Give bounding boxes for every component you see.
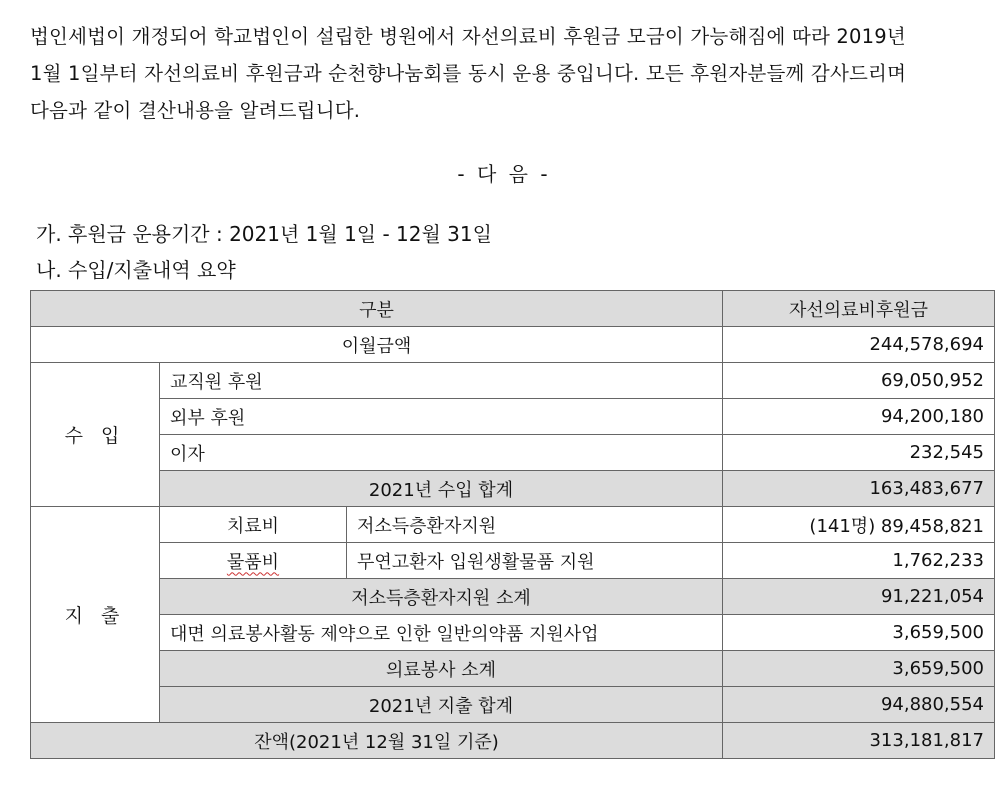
expense-type-text: 물품비 (226, 551, 280, 573)
income-total-label: 2021년 수입 합계 (160, 471, 723, 507)
volunteer-label-text: 대면 의료봉사활동 제약으로 인한 일반의약품 지원사업 (170, 623, 599, 645)
expense-value: (141명) 89,458,821 (723, 507, 995, 543)
summary-title: 나. 수입/지출내역 요약 (36, 258, 236, 282)
intro-line-3: 다음과 같이 결산내용을 알려드립니다. (30, 99, 361, 122)
income-value: 232,545 (723, 435, 995, 471)
section-heading: - 다 음 - (457, 162, 551, 186)
expense-type (160, 543, 347, 579)
expense-supplies-row (31, 543, 995, 579)
expense-treatment-row (31, 507, 995, 543)
income-value: 94,200,180 (723, 399, 995, 435)
carryover-label: 이월금액 (31, 327, 723, 363)
operation-period: 가. 후원금 운용기간 : 2021년 1월 1일 - 12월 31일 (36, 222, 492, 246)
carryover-value: 244,578,694 (723, 327, 995, 363)
volunteer-subtotal-label: 의료봉사 소계 (160, 651, 723, 687)
expense-total-value: 94,880,554 (723, 687, 995, 723)
expense-category: 지 출 (31, 507, 160, 723)
balance-row (31, 723, 995, 759)
income-total-row (31, 471, 995, 507)
income-expense-table (30, 290, 995, 759)
expense-detail: 저소득층환자지원 (347, 507, 723, 543)
intro-line-1: 법인세법이 개정되어 학교법인이 설립한 병원에서 자선의료비 후원금 모금이 가능해짐에 따라 2019년 (30, 25, 906, 48)
volunteer-subtotal-row (31, 651, 995, 687)
income-row (31, 363, 995, 399)
header-category: 구분 (31, 291, 723, 327)
income-label: 외부 후원 (160, 399, 723, 435)
income-row (31, 399, 995, 435)
lowincome-subtotal-value: 91,221,054 (723, 579, 995, 615)
expense-value: 1,762,233 (723, 543, 995, 579)
lowincome-subtotal-row (31, 579, 995, 615)
expense-detail: 무연고환자 입원생활물품 지원 (347, 543, 723, 579)
intro-line-2: 1월 1일부터 자선의료비 후원금과 순천향나눔회를 동시 운용 중입니다. 모든 후원자분들께 감사드리며 (30, 62, 907, 85)
income-row (31, 435, 995, 471)
lowincome-subtotal-label: 저소득층환자지원 소계 (160, 579, 723, 615)
intro-paragraph (30, 18, 990, 129)
carryover-row (31, 327, 995, 363)
expense-type: 치료비 (160, 507, 347, 543)
volunteer-row (31, 615, 995, 651)
volunteer-subtotal-value: 3,659,500 (723, 651, 995, 687)
balance-value: 313,181,817 (723, 723, 995, 759)
expense-total-row (31, 687, 995, 723)
income-total-value: 163,483,677 (723, 471, 995, 507)
volunteer-label (160, 615, 723, 651)
income-value: 69,050,952 (723, 363, 995, 399)
income-label: 이자 (160, 435, 723, 471)
balance-label: 잔액(2021년 12월 31일 기준) (31, 723, 723, 759)
income-category: 수 입 (31, 363, 160, 507)
expense-total-label: 2021년 지출 합계 (160, 687, 723, 723)
income-label: 교직원 후원 (160, 363, 723, 399)
volunteer-value: 3,659,500 (723, 615, 995, 651)
table-header-row (31, 291, 995, 327)
header-amount: 자선의료비후원금 (723, 291, 995, 327)
